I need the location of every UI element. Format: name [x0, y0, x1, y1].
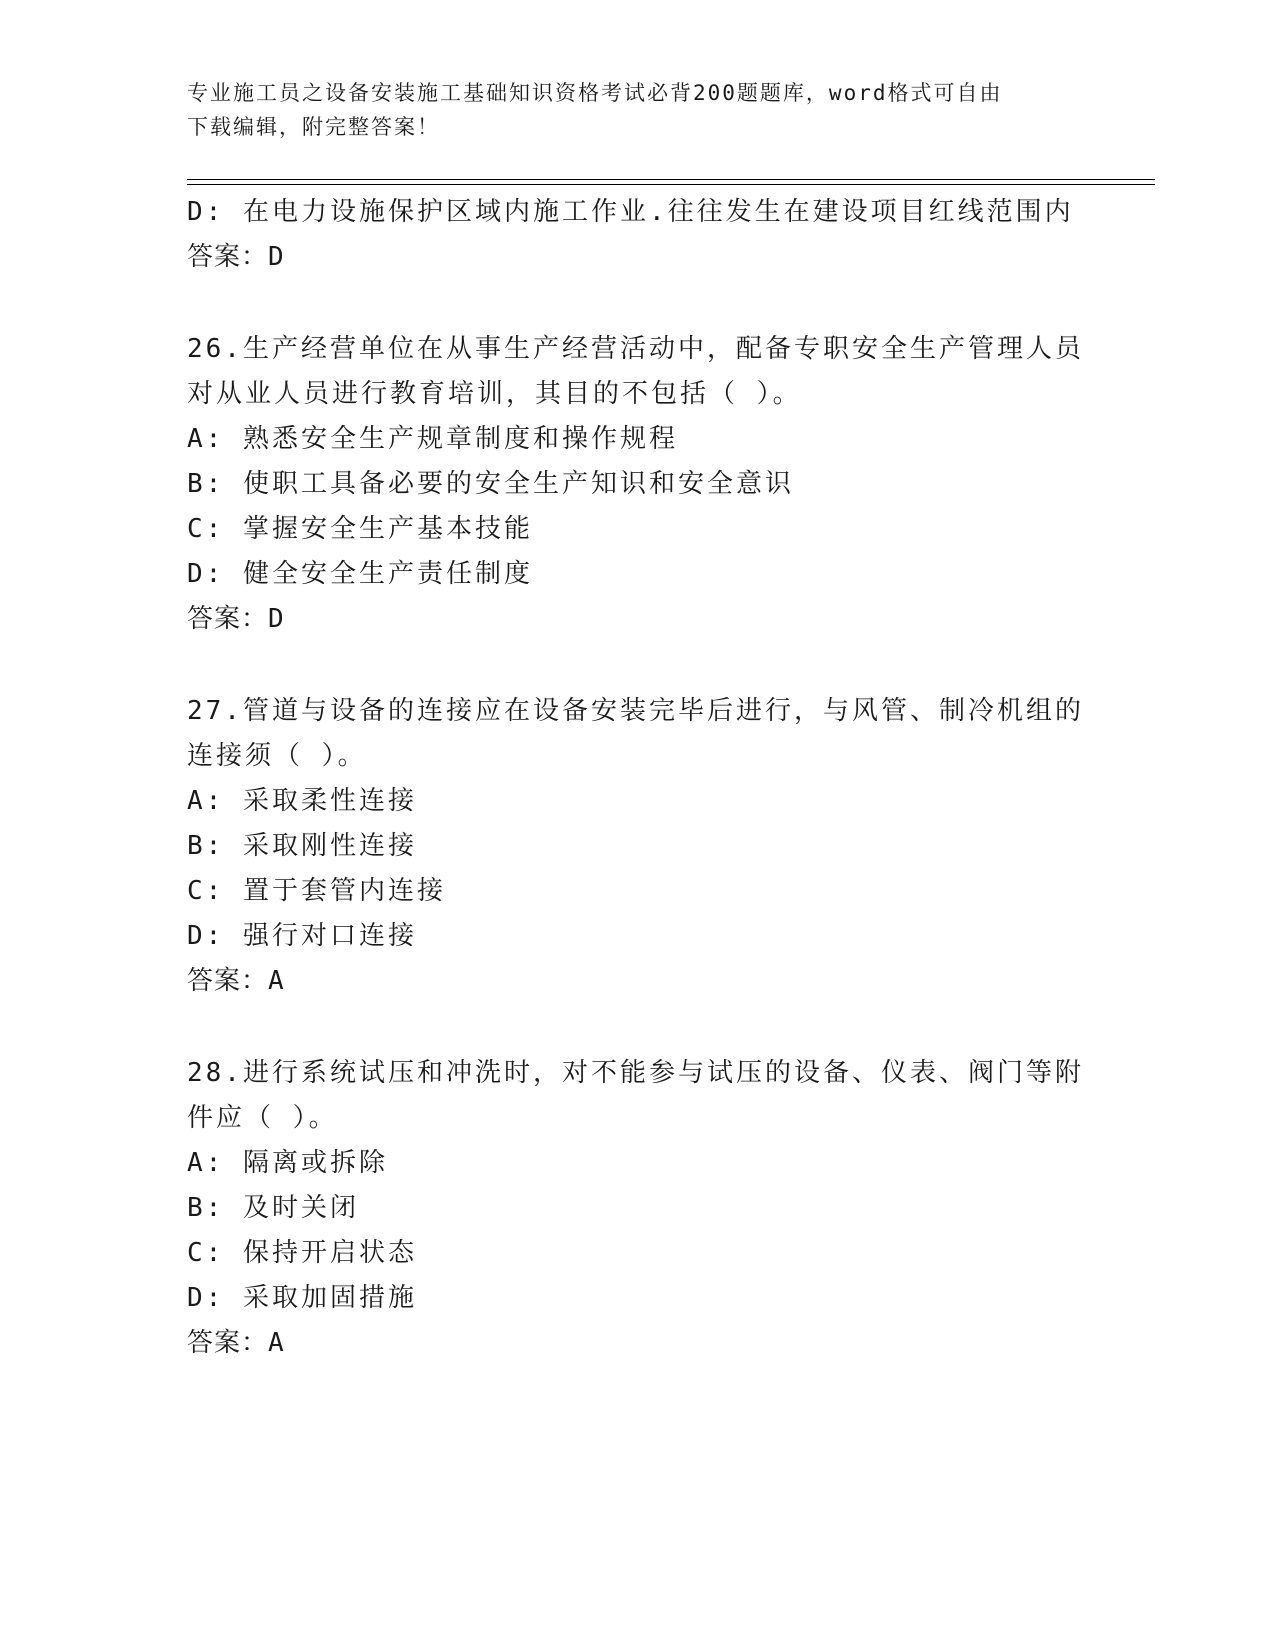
spacer: [187, 280, 1087, 327]
document-header: [187, 76, 1067, 144]
option-d: D: 强行对口连接: [187, 921, 417, 951]
option-d: D: 采取加固措施: [187, 1283, 417, 1313]
question-27: [187, 689, 1087, 1004]
answer-line: 答案：A: [187, 1328, 285, 1358]
question-26: [187, 327, 1087, 642]
option-b: B: 使职工具备必要的安全生产知识和安全意识: [187, 469, 794, 499]
answer-line: 答案：D: [187, 242, 285, 272]
question-list: [187, 190, 1087, 1366]
option-c: C: 保持开启状态: [187, 1238, 417, 1268]
option-a: A: 采取柔性连接: [187, 786, 417, 816]
option-d: D: 健全安全生产责任制度: [187, 559, 533, 589]
spacer: [187, 642, 1087, 689]
question-stem-line-2: 对从业人员进行教育培训，其目的不包括（ ）。: [187, 379, 802, 409]
option-c: C: 置于套管内连接: [187, 876, 446, 906]
option-b: B: 及时关闭: [187, 1193, 359, 1223]
header-line-2: 下载编辑，附完整答案！: [187, 115, 440, 139]
spacer: [187, 1004, 1087, 1051]
header-line-1: 专业施工员之设备安装施工基础知识资格考试必背200题题库，word格式可自由: [187, 81, 1003, 105]
question-stem-line-2: 件应（ ）。: [187, 1103, 338, 1133]
carryover-question: [187, 190, 1087, 280]
answer-line: 答案：A: [187, 966, 285, 996]
answer-line: 答案：D: [187, 604, 285, 634]
question-stem-line-1: 26.生产经营单位在从事生产经营活动中，配备专职安全生产管理人员: [187, 334, 1084, 364]
question-stem-line-2: 连接须（ ）。: [187, 741, 367, 771]
option-a: A: 熟悉安全生产规章制度和操作规程: [187, 424, 678, 454]
option-a: A: 隔离或拆除: [187, 1148, 388, 1178]
header-divider-bottom: [187, 184, 1155, 185]
header-divider-top: [187, 179, 1155, 180]
option-d: D: 在电力设施保护区域内施工作业.往往发生在建设项目红线范围内: [187, 197, 1074, 227]
question-stem-line-1: 28.进行系统试压和冲洗时，对不能参与试压的设备、仪表、阀门等附: [187, 1058, 1084, 1088]
option-b: B: 采取刚性连接: [187, 831, 417, 861]
option-c: C: 掌握安全生产基本技能: [187, 514, 533, 544]
question-stem-line-1: 27.管道与设备的连接应在设备安装完毕后进行，与风管、制冷机组的: [187, 696, 1084, 726]
question-28: [187, 1051, 1087, 1366]
